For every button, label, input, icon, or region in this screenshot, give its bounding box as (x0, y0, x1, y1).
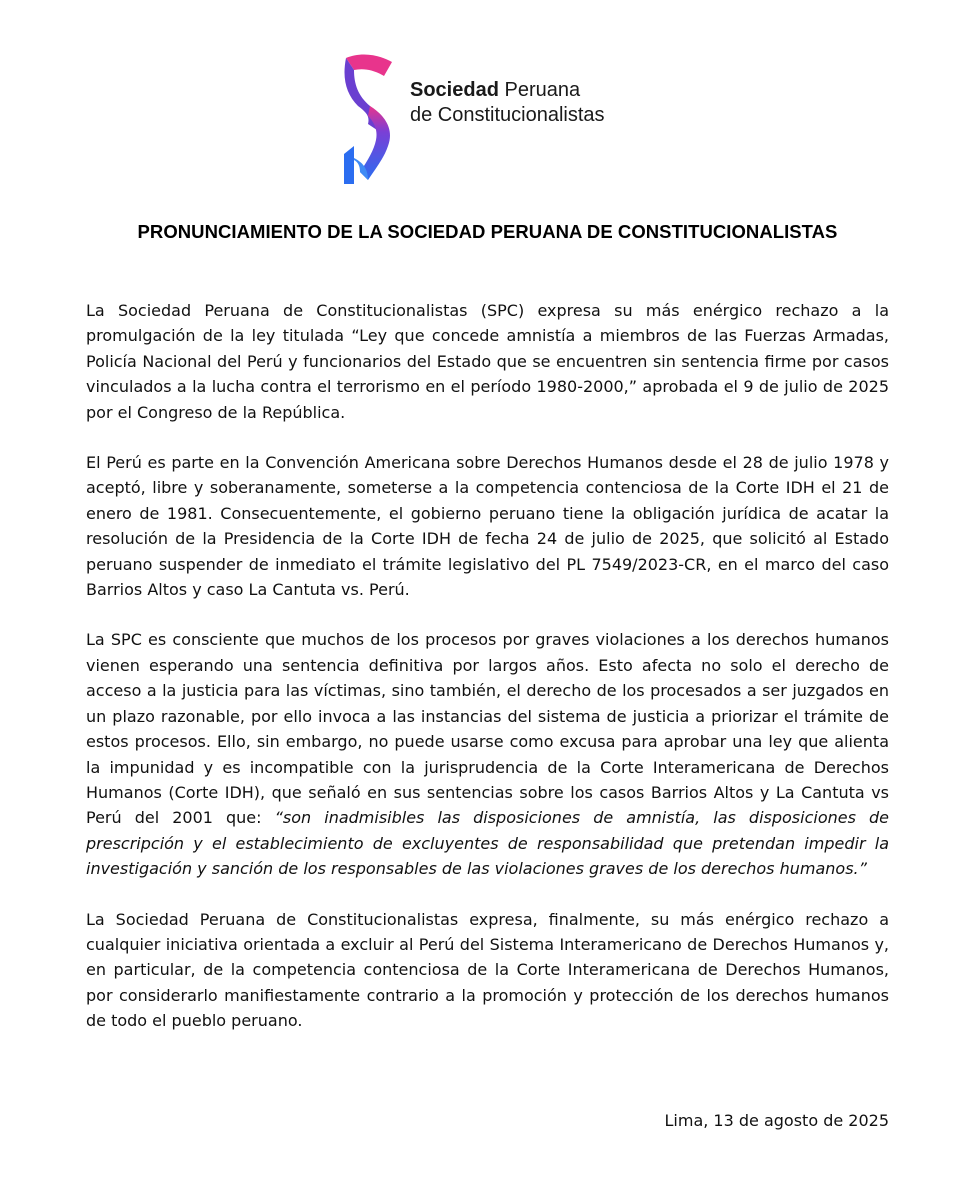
spc-s-mark-icon (340, 50, 400, 190)
document-title: PRONUNCIAMIENTO DE LA SOCIEDAD PERUANA DE CONSTITUCIONALISTAS (137, 221, 838, 242)
paragraph-3-quote: “son inadmisibles las disposiciones de amnistía, las disposiciones de prescripción y el establecimiento de excluyentes de responsabilidad que pretendan impedir la investigación y sanción de los responsables de las violaciones graves de los derechos humanos.” (86, 808, 889, 879)
paragraph-3 (86, 627, 889, 881)
logo-wordmark (410, 78, 605, 128)
logo-word-sociedad: Sociedad (410, 79, 499, 101)
paragraph-1: La Sociedad Peruana de Constitucionalistas (SPC) expresa su más enérgico rechazo a la promulgación de la ley titulada “Ley que concede amnistía a miembros de las Fuerzas Armadas, Policía Nacional del Perú y funcionarios del Estado que se encuentren sin sentencia firme por casos vinculados a la lucha contra el terrorismo en el período 1980-2000,” aprobada el 9 de julio de 2025 por el Congreso de la República. (86, 301, 889, 422)
document-body (86, 298, 889, 1059)
paragraph-4: La Sociedad Peruana de Constitucionalistas expresa, finalmente, su más enérgico rechazo a cualquier iniciativa orientada a excluir al Perú del Sistema Interamericano de Derechos Humanos y, en particular, de la competencia contenciosa de la Corte Interamericana de Derechos Humanos, por considerarlo manifiestamente contrario a la promoción y protección de los derechos humanos de todo el pueblo peruano. (86, 909, 889, 1031)
logo-word-peruana: Peruana (498, 79, 581, 101)
paragraph-3-text: La SPC es consciente que muchos de los procesos por graves violaciones a los derechos humanos vienen esperando una sentencia definitiva por largos años. Esto afecta no solo el derecho de acceso a la justicia para las víctimas, sino también, el derecho de los procesados a ser juzgados en un plazo razonable, por ello invoca a las instancias del sistema de justicia a priorizar el trámite de estos procesos. Ello, sin embargo, no puede usarse como excusa para aprobar una ley que alienta la impunidad y es incompatible con la jurisprudencia de la Corte Interamericana de Derechos Humanos (Corte IDH), que señaló en sus sentencias sobre los casos Barrios Altos y La Cantuta vs Perú del 2001 que: (86, 630, 889, 828)
logo-line-constitucionalistas: de Constitucionalistas (410, 104, 605, 126)
spc-logo (340, 50, 650, 190)
place-date-signature: Lima, 13 de agosto de 2025 (664, 1111, 889, 1130)
paragraph-2: El Perú es parte en la Convención Americana sobre Derechos Humanos desde el 28 de julio 1978 y aceptó, libre y soberanamente, someterse a la competencia contenciosa de la Corte IDH el 21 de enero de 1981. Consecuentemente, el gobierno peruano tiene la obligación jurídica de acatar la resolución de la Presidencia de la Corte IDH de fecha 24 de julio de 2025, que solicitó al Estado peruano suspender de inmediato el trámite legislativo del PL 7549/2023-CR, en el marco del caso Barrios Altos y caso La Cantuta vs. Perú. (86, 453, 889, 600)
